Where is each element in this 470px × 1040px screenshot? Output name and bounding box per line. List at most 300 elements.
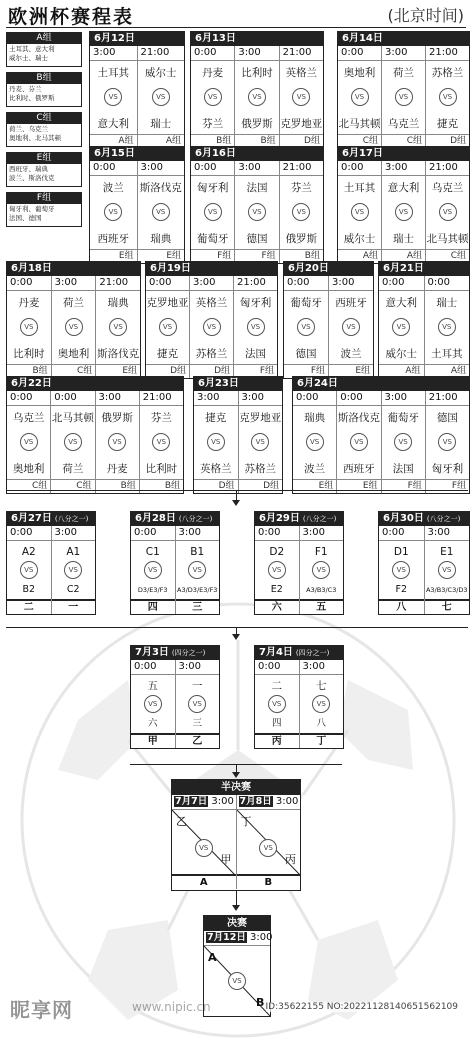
team-away: 捷克	[157, 348, 178, 360]
vs-icon: VS	[144, 695, 162, 713]
group-day-card	[292, 376, 470, 494]
match-teams	[191, 176, 234, 249]
match-slot-label: 丙	[255, 733, 299, 748]
match-teams	[138, 176, 185, 249]
team-home: 意大利	[387, 182, 420, 194]
group-legend-teams	[6, 164, 82, 187]
match-time: 3:00	[275, 796, 299, 807]
team-away: 奥地利	[57, 348, 90, 360]
match-teams	[96, 406, 139, 479]
group-label: F组	[191, 249, 234, 263]
card-matches	[293, 391, 469, 493]
match-teams	[300, 541, 344, 599]
match-teams	[234, 291, 277, 364]
match-time: 3:00	[211, 796, 234, 807]
match-teams	[52, 291, 96, 364]
match-time: 0:00	[191, 46, 234, 61]
group-label: D组	[194, 479, 238, 493]
match-time: 0:00	[338, 161, 381, 176]
team-home: 乙	[176, 815, 187, 828]
vs-icon: VS	[203, 318, 221, 336]
match-time: 21:00	[426, 46, 469, 61]
group-legend-line: 西班牙、瑞典	[9, 165, 48, 173]
group-label: E组	[96, 364, 140, 378]
match-teams	[138, 61, 185, 134]
match-teams	[51, 406, 94, 479]
group-label: F组	[234, 364, 277, 378]
match-time: 3:00	[235, 161, 278, 176]
card-date-header	[191, 147, 323, 161]
semifinal-match	[172, 795, 237, 889]
vs-icon: VS	[342, 318, 360, 336]
team-away: 西班牙	[343, 463, 375, 475]
match-time: 0:00	[131, 660, 175, 675]
vs-icon: VS	[248, 88, 266, 106]
vs-icon: VS	[297, 318, 315, 336]
match-teams	[280, 176, 323, 249]
team-away: 乌克兰	[387, 118, 420, 130]
vs-icon: VS	[159, 318, 177, 336]
team-away: 法国	[392, 463, 414, 475]
arrow-down-icon	[232, 905, 240, 911]
match-date: 6月20日	[288, 263, 329, 274]
team-away: 俄罗斯	[241, 118, 273, 130]
group-label: B组	[7, 364, 51, 378]
match-date: 6月29日	[259, 513, 300, 524]
team-home: 瑞士	[436, 297, 458, 309]
card-matches	[379, 276, 469, 378]
team-away: 瑞士	[150, 118, 172, 130]
card-date-header	[338, 147, 469, 161]
team-home: 西班牙	[335, 297, 367, 309]
team-away: 威尔士	[385, 348, 417, 360]
match-teams	[382, 406, 425, 479]
team-home: E1	[440, 546, 454, 558]
group-label: C组	[426, 249, 469, 263]
match-time: 0:00	[379, 276, 424, 291]
group-label: C组	[7, 479, 50, 493]
group-label: A组	[138, 134, 185, 148]
card-date-header	[7, 262, 140, 276]
match-time: 0:00	[131, 526, 175, 541]
match-time: 3:00	[382, 161, 425, 176]
team-home: 捷克	[205, 412, 227, 424]
team-home: B1	[190, 546, 205, 558]
match-time: 3:00	[239, 391, 283, 406]
team-home: D2	[269, 546, 285, 558]
match-column	[300, 526, 344, 614]
match-teams	[176, 675, 220, 733]
team-away: 匈牙利	[431, 463, 464, 475]
match-teams	[90, 61, 137, 134]
match-teams	[7, 291, 51, 364]
team-away: 六	[147, 718, 158, 729]
team-away: 瑞典	[150, 233, 172, 245]
team-away: B2	[22, 584, 36, 595]
match-time: 0:00	[338, 46, 381, 61]
match-date: 6月19日	[150, 263, 191, 274]
match-teams	[329, 291, 373, 364]
team-home: 波兰	[102, 182, 124, 194]
match-time: 0:00	[7, 391, 50, 406]
match-column	[176, 660, 220, 748]
card-matches	[338, 46, 469, 148]
team-home: 荷兰	[63, 297, 84, 309]
team-home: 意大利	[385, 297, 417, 309]
team-away: 八	[316, 718, 326, 729]
group-label: B组	[280, 249, 323, 263]
group-legend-name: C组	[6, 112, 82, 124]
match-time: 0:00	[337, 391, 380, 406]
team-home: 荷兰	[393, 67, 414, 79]
vs-icon: VS	[20, 433, 38, 451]
card-date-header	[90, 147, 184, 161]
match-column	[138, 161, 185, 263]
match-date: 6月28日	[135, 513, 176, 524]
group-label: D组	[190, 364, 233, 378]
group-label: D组	[239, 479, 283, 493]
group-day-card	[283, 261, 374, 379]
group-legend-line: 匈牙利、葡萄牙	[9, 205, 55, 213]
match-column	[382, 391, 426, 493]
team-home: 克罗地亚	[146, 297, 189, 309]
vs-icon: VS	[109, 318, 127, 336]
group-legend-item	[6, 72, 82, 107]
match-column	[191, 161, 235, 263]
vs-icon: VS	[312, 695, 330, 713]
group-label: A组	[382, 249, 425, 263]
team-away: A3/B3/C3/D3	[425, 586, 468, 594]
team-home: 克罗地亚	[239, 412, 282, 424]
vs-icon: VS	[292, 88, 310, 106]
team-home: C1	[145, 546, 160, 558]
team-home: 土耳其	[97, 67, 129, 79]
team-home: 丹麦	[202, 67, 224, 79]
vs-icon: VS	[65, 318, 83, 336]
group-legend-teams	[6, 124, 82, 147]
match-time: 3:00	[176, 660, 220, 675]
group-label: C组	[52, 364, 96, 378]
card-matches	[379, 526, 469, 614]
group-day-card	[190, 146, 324, 264]
group-day-card	[89, 146, 185, 264]
group-legend-item	[6, 192, 82, 227]
round-of-16-card	[130, 511, 220, 615]
match-column	[337, 391, 381, 493]
match-time: 3:00	[190, 276, 233, 291]
match-column	[235, 46, 279, 148]
team-away: 北马其顿	[338, 118, 381, 130]
card-matches	[90, 46, 184, 148]
group-legend-line: 土耳其、意大利	[9, 45, 55, 53]
team-home: 瑞典	[304, 412, 326, 424]
match-date: 6月15日	[94, 148, 135, 159]
round-label: (四分之一)	[171, 649, 206, 657]
match-slot-label: 丁	[300, 733, 344, 748]
team-away: 俄罗斯	[285, 233, 318, 245]
group-label: E组	[337, 479, 380, 493]
round-label: (八分之一)	[54, 515, 89, 523]
vs-icon: VS	[350, 433, 368, 451]
match-column	[255, 660, 300, 748]
vs-icon: VS	[195, 839, 213, 857]
vs-icon: VS	[64, 433, 82, 451]
match-teams	[255, 541, 299, 599]
group-day-card	[193, 376, 283, 494]
team-away: 奥地利	[12, 463, 45, 475]
team-away: 甲	[220, 853, 232, 866]
match-teams	[426, 176, 469, 249]
match-time: 3:00	[176, 526, 220, 541]
match-date: 7月12日	[207, 932, 246, 943]
match-column	[426, 391, 469, 493]
team-away: 苏格兰	[195, 348, 228, 360]
team-away: 威尔士	[343, 233, 376, 245]
card-matches	[194, 391, 282, 493]
match-teams	[426, 406, 469, 479]
match-slot-label: 七	[425, 599, 470, 614]
vs-icon: VS	[108, 433, 126, 451]
match-teams	[194, 406, 238, 479]
match-teams	[90, 176, 137, 249]
connector-line	[236, 890, 237, 905]
match-teams	[338, 176, 381, 249]
match-teams	[284, 291, 328, 364]
team-home: 乌克兰	[431, 182, 464, 194]
vs-icon: VS	[188, 561, 206, 579]
vs-icon: VS	[204, 88, 222, 106]
vs-icon: VS	[439, 203, 457, 221]
team-home: 斯洛伐克	[139, 182, 182, 194]
arrow-down-icon	[232, 634, 240, 640]
card-date-header	[255, 646, 343, 660]
vs-icon: VS	[392, 318, 410, 336]
match-time: 0:00	[379, 526, 424, 541]
match-time: 3:00	[425, 526, 470, 541]
team-home: 北马其顿	[51, 412, 94, 424]
match-date: 6月30日	[383, 513, 424, 524]
match-time: 3:00	[300, 526, 344, 541]
group-legend-name: F组	[6, 192, 82, 204]
team-home: 英格兰	[195, 297, 228, 309]
match-time: 21:00	[426, 161, 469, 176]
vs-icon: VS	[204, 203, 222, 221]
match-column	[90, 46, 138, 148]
match-column	[138, 46, 185, 148]
quarterfinal-card	[130, 645, 220, 749]
vs-icon: VS	[438, 561, 456, 579]
match-column	[7, 391, 51, 493]
match-column	[234, 276, 277, 378]
group-label: A组	[338, 249, 381, 263]
team-away: B	[256, 996, 265, 1009]
match-column	[140, 391, 183, 493]
match-time: 0:00	[191, 161, 234, 176]
match-time: 21:00	[426, 391, 469, 406]
group-day-card	[378, 261, 470, 379]
vs-icon: VS	[268, 695, 286, 713]
match-column	[146, 276, 190, 378]
match-time: 0:00	[146, 276, 189, 291]
match-date: 6月14日	[342, 33, 383, 44]
match-time: 21:00	[280, 161, 323, 176]
card-date-header	[293, 377, 469, 391]
group-legend-teams	[6, 84, 82, 107]
arrow-down-icon	[232, 772, 240, 778]
team-away: 土耳其	[431, 348, 463, 360]
vs-icon: VS	[188, 695, 206, 713]
group-legend-name: A组	[6, 32, 82, 44]
card-date-header	[255, 512, 343, 526]
team-away: 比利时	[145, 463, 178, 475]
group-label: F组	[426, 479, 469, 493]
match-teams	[379, 541, 424, 599]
match-time: 3:00	[96, 391, 139, 406]
card-date-header	[284, 262, 373, 276]
connector-line	[6, 490, 468, 491]
team-away: 瑞士	[393, 233, 414, 245]
match-slot-label: 八	[379, 599, 424, 614]
vs-icon: VS	[438, 318, 456, 336]
match-date: 7月4日	[259, 647, 293, 658]
group-label: E组	[90, 249, 137, 263]
card-matches	[191, 46, 323, 148]
match-time: 0:00	[255, 660, 299, 675]
vs-icon: VS	[439, 88, 457, 106]
team-home: 一	[192, 680, 203, 692]
watermark-url: www.nipic.cn	[132, 1000, 211, 1014]
match-teams	[280, 61, 323, 134]
round-label: (八分之一)	[302, 515, 337, 523]
vs-icon: VS	[395, 203, 413, 221]
team-away: 荷兰	[62, 463, 84, 475]
team-home: 五	[147, 680, 158, 692]
connector-line	[236, 764, 237, 772]
vs-icon: VS	[247, 318, 265, 336]
match-column	[426, 46, 469, 148]
round-label: (八分之一)	[178, 515, 213, 523]
match-column	[131, 526, 176, 614]
match-date: 6月22日	[11, 378, 52, 389]
card-date-header	[379, 262, 469, 276]
group-legend-line: 丹麦、芬兰	[9, 85, 42, 93]
page-subtitle: (北京时间)	[387, 6, 464, 25]
match-column	[194, 391, 239, 493]
match-column	[7, 276, 52, 378]
match-teams	[52, 541, 96, 599]
team-away: 北马其顿	[426, 233, 469, 245]
vs-icon: VS	[438, 433, 456, 451]
connector-line	[236, 627, 237, 634]
match-slot-label: 乙	[176, 733, 220, 748]
team-home: 法国	[246, 182, 268, 194]
group-legend-line: 奥地利、北马其顿	[9, 134, 61, 142]
card-matches	[7, 526, 95, 614]
team-home: 匈牙利	[239, 297, 272, 309]
match-date: 7月8日	[239, 796, 272, 807]
vs-icon: VS	[152, 88, 170, 106]
vs-icon: VS	[394, 433, 412, 451]
match-teams	[96, 291, 140, 364]
match-column	[425, 276, 470, 378]
connector-line	[6, 627, 468, 628]
match-column	[52, 526, 96, 614]
vs-icon: VS	[351, 203, 369, 221]
match-teams	[382, 176, 425, 249]
match-time: 3:00	[194, 391, 238, 406]
match-teams	[239, 406, 283, 479]
match-date: 7月3日	[135, 647, 169, 658]
match-time: 0:00	[51, 391, 94, 406]
match-column	[329, 276, 373, 378]
card-date-header	[191, 32, 323, 46]
match-time: 21:00	[96, 276, 140, 291]
group-label: D组	[426, 134, 469, 148]
vs-icon: VS	[392, 561, 410, 579]
winner-slot: B	[237, 874, 301, 889]
group-legend-name: E组	[6, 152, 82, 164]
match-time: 3:00	[329, 276, 373, 291]
group-legend-line: 法国、德国	[9, 214, 42, 222]
group-label: B组	[235, 134, 278, 148]
vs-icon: VS	[144, 561, 162, 579]
match-teams	[7, 541, 51, 599]
match-time: 0:00	[284, 276, 328, 291]
match-teams	[379, 291, 424, 364]
match-time: 21:00	[140, 391, 183, 406]
team-away: 捷克	[437, 118, 458, 130]
match-column	[51, 391, 95, 493]
match-column	[338, 161, 382, 263]
team-away: 德国	[295, 348, 317, 360]
vs-icon: VS	[306, 433, 324, 451]
team-home: 乌克兰	[12, 412, 45, 424]
team-away: 意大利	[97, 118, 129, 130]
group-label: B组	[96, 479, 139, 493]
match-time: 0:00	[293, 391, 336, 406]
match-column	[255, 526, 300, 614]
match-date: 6月13日	[195, 33, 236, 44]
match-teams	[425, 291, 470, 364]
vs-icon: VS	[104, 88, 122, 106]
card-date-header	[379, 512, 469, 526]
group-legend-line: 比利时、俄罗斯	[9, 94, 55, 102]
card-date-header	[194, 377, 282, 391]
match-time: 3:00	[235, 46, 278, 61]
card-matches	[255, 660, 343, 748]
team-away: 丙	[285, 853, 296, 866]
team-home: 俄罗斯	[101, 412, 133, 424]
vs-icon: VS	[20, 318, 38, 336]
match-date: 7月7日	[175, 796, 208, 807]
group-label: D组	[146, 364, 189, 378]
match-teams	[7, 406, 50, 479]
match-teams	[146, 291, 189, 364]
match-date: 6月23日	[198, 378, 239, 389]
team-away: 德国	[246, 233, 268, 245]
round-of-16-card	[254, 511, 344, 615]
match-slot-label: 二	[7, 599, 51, 614]
vs-icon: VS	[351, 88, 369, 106]
team-away: D3/E3/F3	[137, 586, 168, 594]
match-column	[280, 161, 323, 263]
round-of-16-card	[6, 511, 96, 615]
arrow-down-icon	[232, 500, 240, 506]
match-time: 0:00	[7, 526, 51, 541]
card-date-header	[131, 646, 219, 660]
card-matches	[7, 276, 140, 378]
team-home: 丁	[240, 815, 252, 828]
